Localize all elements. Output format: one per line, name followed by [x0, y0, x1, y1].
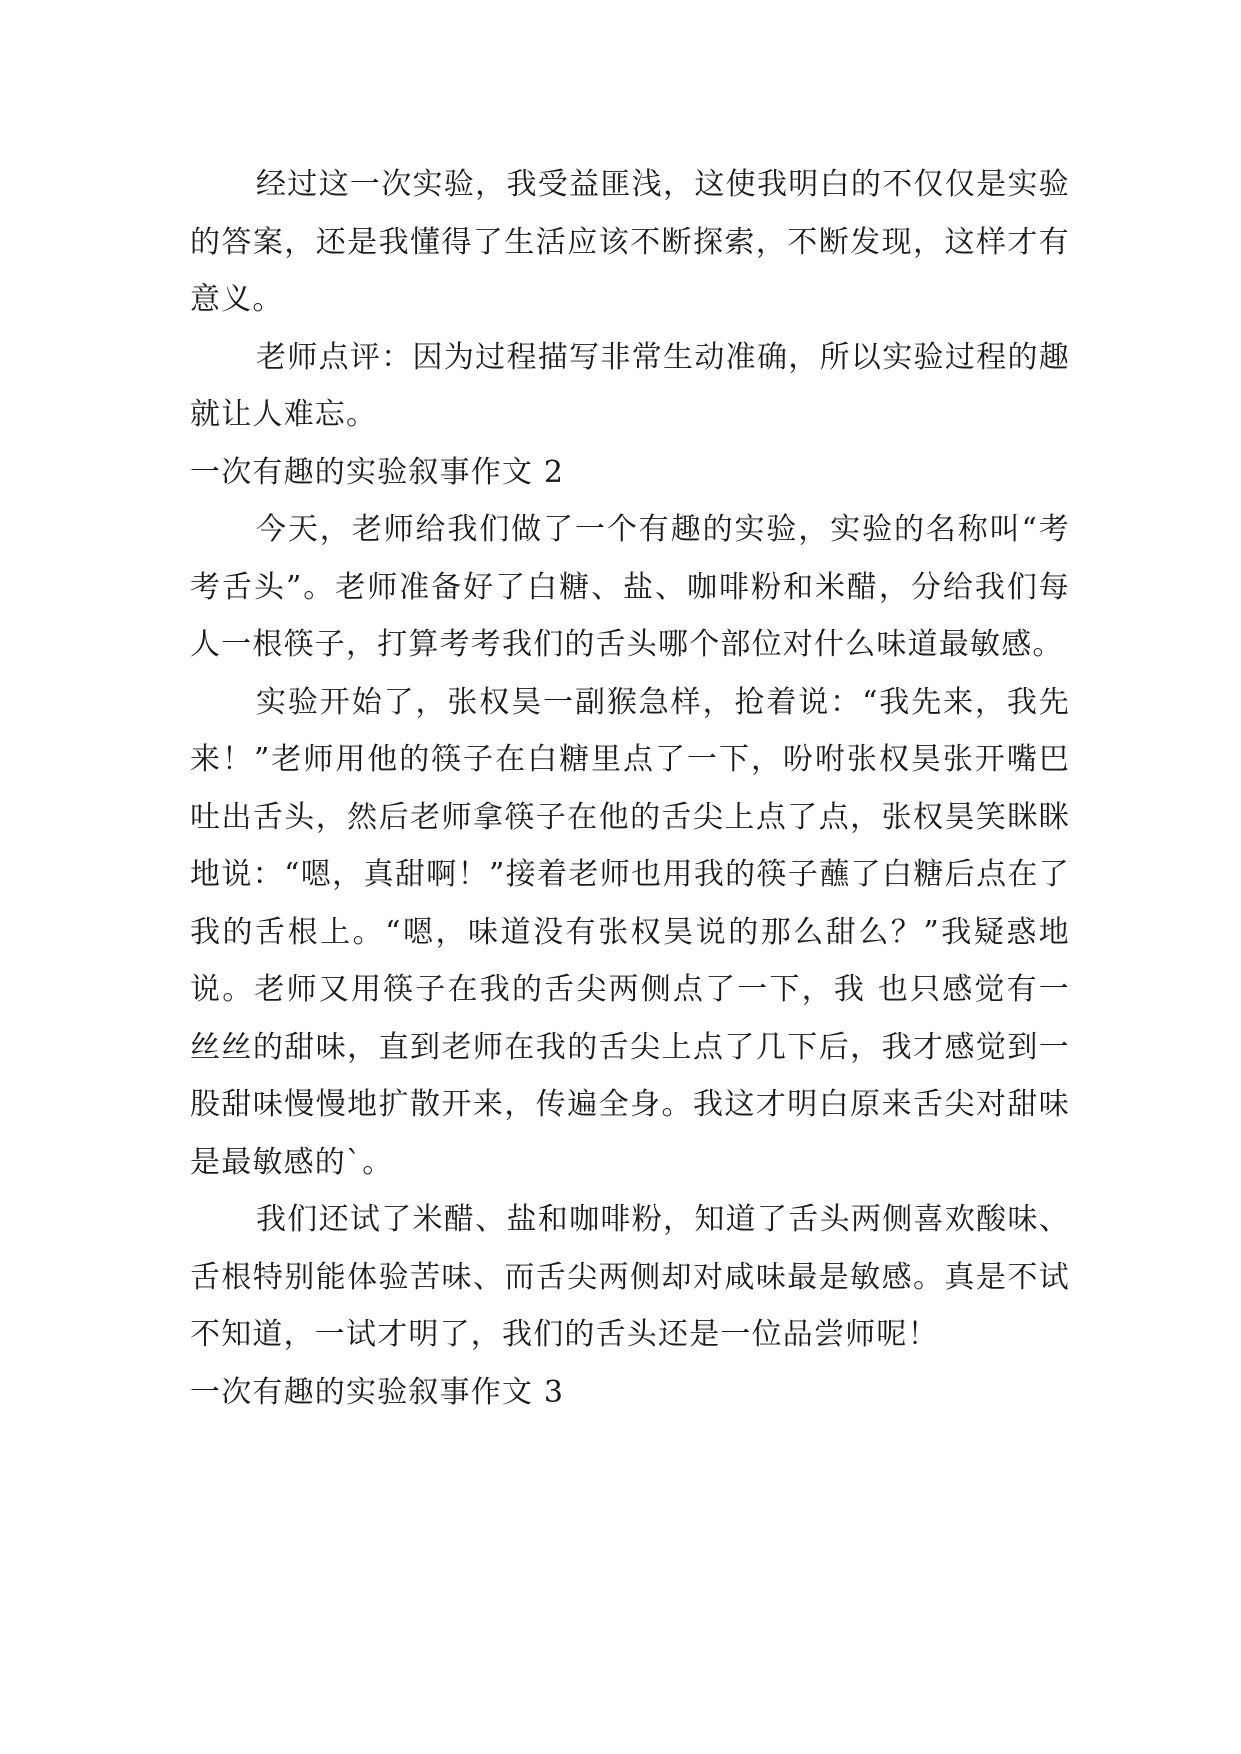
document-body	[190, 156, 1070, 1421]
paragraph-conclusion: 经过这一次实验，我受益匪浅，这使我明白的不仅仅是实验的答案，还是我懂得了生活应该不断探索，不断发现，这样才有意义。	[190, 167, 1070, 317]
paragraph-teacher-comment: 老师点评：因为过程描写非常生动准确，所以实验过程的趣就让人难忘。	[190, 339, 1070, 432]
paragraph-summary: 我们还试了米醋、盐和咖啡粉，知道了舌头两侧喜欢酸味、舌根特别能体验苦味、而舌尖两侧却对咸味最是敏感。真是不试不知道，一试才明了，我们的舌头还是一位品尝师呢！	[190, 1202, 1070, 1352]
paragraph-experiment: 实验开始了，张权昊一副猴急样，抢着说：“我先来，我先来！”老师用他的筷子在白糖里点了一下，吩咐张权昊张开嘴巴吐出舌头，然后老师拿筷子在他的舌尖上点了点，张权昊笑眯眯地说：“嗯，真甜啊！”接着老师也用我的筷子蘸了白糖后点在了我的舌根上。“嗯，味道没有张权昊说的那么甜么？”我疑惑地说。老师又用筷子在我的舌尖两侧点了一下，我 也只感觉有一丝丝的甜味，直到老师在我的舌尖上点了几下后，我才感觉到一股甜味慢慢地扩散开来，传遍全身。我这才明白原来舌尖对甜味是最敏感的`。	[190, 684, 1070, 1180]
essay-heading-3: 一次有趣的实验叙事作文 3	[190, 1374, 565, 1410]
paragraph-intro: 今天，老师给我们做了一个有趣的实验，实验的名称叫“考考舌头”。老师准备好了白糖、盐、咖啡粉和米醋，分给我们每人一根筷子，打算考考我们的舌头哪个部位对什么味道最敏感。	[190, 512, 1070, 662]
essay-heading-2: 一次有趣的实验叙事作文 2	[190, 454, 565, 490]
